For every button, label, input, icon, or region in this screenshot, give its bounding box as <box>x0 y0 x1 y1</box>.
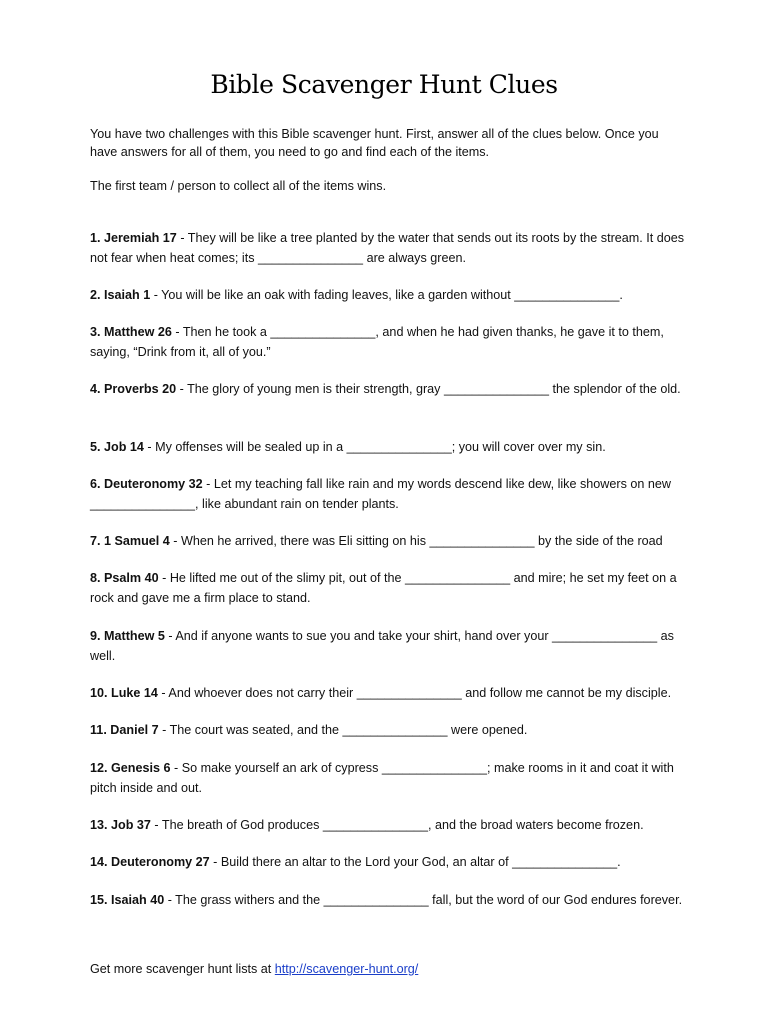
clue-reference: 5. Job 14 <box>90 440 144 454</box>
clue-text: - So make yourself an ark of cypress _______________; make rooms in it and coat it with pitch inside and out. <box>90 761 674 795</box>
clue-item <box>90 379 685 399</box>
footer-text: Get more scavenger hunt lists at <box>90 962 275 976</box>
clue-text: - They will be like a tree planted by the water that sends out its roots by the stream. It does not fear when heat comes; its _______________ are always green. <box>90 231 685 265</box>
clue-item <box>90 890 685 910</box>
clue-reference: 9. Matthew 5 <box>90 629 165 643</box>
page-title: Bible Scavenger Hunt Clues <box>210 70 558 99</box>
intro-paragraph: You have two challenges with this Bible scavenger hunt. First, answer all of the clues below. Once you have answers for all of them, you need to go and find each of the items. <box>90 127 659 159</box>
clue-reference: 8. Psalm 40 <box>90 571 159 585</box>
clue-reference: 3. Matthew 26 <box>90 325 172 339</box>
clue-text: - He lifted me out of the slimy pit, out of the _______________ and mire; he set my feet on a rock and gave me a firm place to stand. <box>90 571 677 605</box>
clue-text: - And if anyone wants to sue you and take your shirt, hand over your _______________ as well. <box>90 629 674 663</box>
clue-text: - My offenses will be sealed up in a _______________; you will cover over my sin. <box>143 440 606 454</box>
clue-text: - When he arrived, there was Eli sitting on his _______________ by the side of the road <box>169 534 663 548</box>
clue-item <box>90 758 685 798</box>
clue-reference: 7. 1 Samuel 4 <box>90 534 170 548</box>
clue-text: - You will be like an oak with fading leaves, like a garden without _______________. <box>150 288 623 302</box>
clue-text: - Let my teaching fall like rain and my words descend like dew, like showers on new _______________, like abundant rain on tender plants. <box>90 477 671 511</box>
clue-item <box>90 852 685 872</box>
clue-item <box>90 720 685 740</box>
clue-reference: 11. Daniel 7 <box>90 723 159 737</box>
clue-text: - Build there an altar to the Lord your God, an altar of _______________. <box>209 855 621 869</box>
clue-text: - And whoever does not carry their _______________ and follow me cannot be my disciple. <box>157 686 672 700</box>
clue-reference: 13. Job 37 <box>90 818 151 832</box>
clue-reference: 14. Deuteronomy 27 <box>90 855 210 869</box>
clue-text: - The breath of God produces _______________, and the broad waters become frozen. <box>150 818 644 832</box>
clue-item <box>90 626 685 666</box>
clue-reference: 4. Proverbs 20 <box>90 382 177 396</box>
clue-text: - The glory of young men is their strength, gray _______________ the splendor of the old. <box>176 382 681 396</box>
clue-reference: 10. Luke 14 <box>90 686 158 700</box>
clue-item <box>90 568 685 608</box>
clue-item <box>90 322 685 362</box>
clue-text: - The court was seated, and the _______________ were opened. <box>158 723 528 737</box>
clue-reference: 6. Deuteronomy 32 <box>90 477 203 491</box>
clue-item <box>90 285 685 305</box>
clue-reference: 12. Genesis 6 <box>90 761 171 775</box>
clue-text: - The grass withers and the _______________ fall, but the word of our God endures forever. <box>164 893 683 907</box>
rule-paragraph: The first team / person to collect all of the items wins. <box>90 179 387 193</box>
clue-item <box>90 531 685 551</box>
clue-reference: 1. Jeremiah 17 <box>90 231 177 245</box>
clue-item <box>90 683 685 703</box>
clue-reference: 2. Isaiah 1 <box>90 288 151 302</box>
clue-item <box>90 228 685 268</box>
footer <box>90 959 685 979</box>
clue-item <box>90 815 685 835</box>
clue-item <box>90 474 685 514</box>
clue-text: - Then he took a _______________, and when he had given thanks, he gave it to them, saying, “Drink from it, all of you.” <box>90 325 664 359</box>
clue-item <box>90 437 685 457</box>
clue-reference: 15. Isaiah 40 <box>90 893 165 907</box>
scavenger-hunt-link[interactable]: http://scavenger-hunt.org/ <box>274 962 419 976</box>
